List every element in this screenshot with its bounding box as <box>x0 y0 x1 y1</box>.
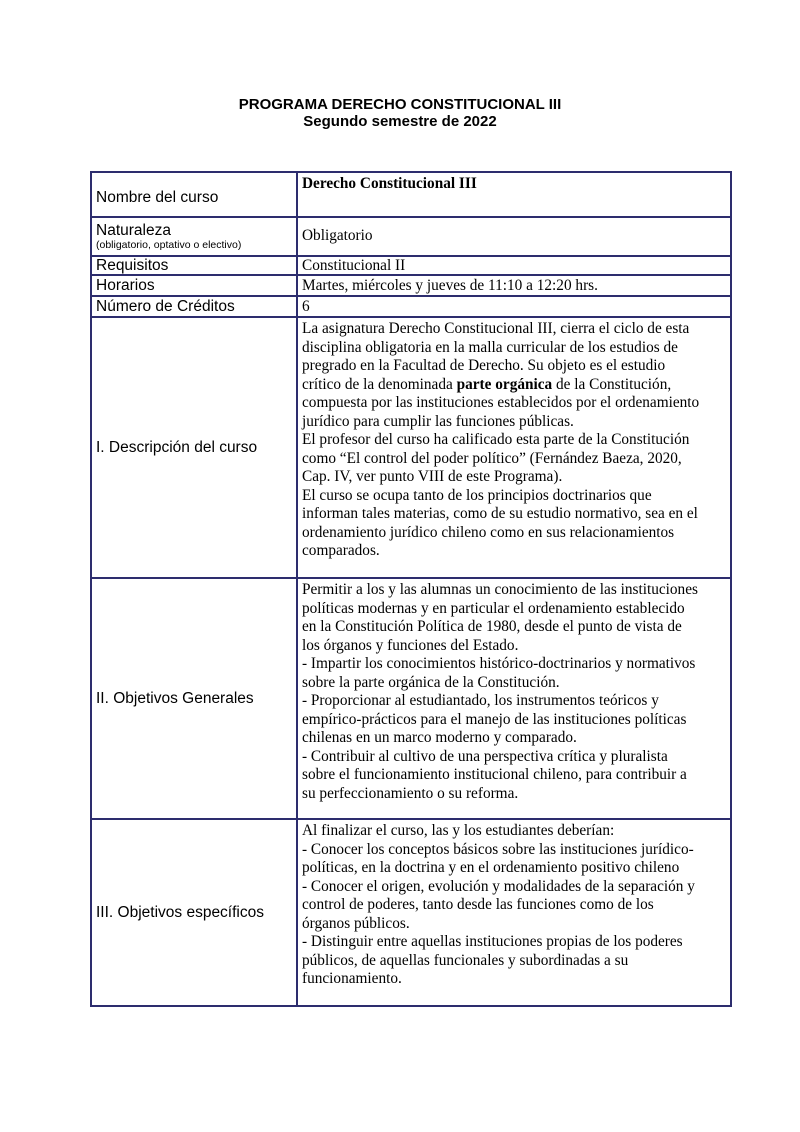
text-line: - Impartir los conocimientos histórico-doctrinarios y normativos <box>302 655 696 672</box>
text-line: como “El control del poder político” (Fernández Baeza, 2020, <box>302 449 682 467</box>
text-line: chilenas en un marco moderno y comparado. <box>302 729 577 746</box>
text-segment: de la Constitución, <box>552 375 672 393</box>
text-line: órganos públicos. <box>302 914 410 932</box>
text-line: - Conocer el origen, evolución y modalidades de la separación y <box>302 877 695 895</box>
text-line: ordenamiento jurídico chileno como en sus relacionamientos <box>302 523 675 541</box>
text-line: comparados. <box>302 542 380 559</box>
text-line: Permitir a los y las alumnas un conocimiento de las instituciones <box>302 581 698 598</box>
value-objetivos-especificos <box>297 819 731 1006</box>
text-line: pregrado en la Facultad de Derecho. Su objeto es el estudio <box>302 357 666 374</box>
text-line: funcionamiento. <box>302 970 402 987</box>
table-row-objetivos-generales <box>91 578 731 819</box>
text-line: en la Constitución Política de 1980, desde el punto de vista de <box>302 618 682 635</box>
text-line: - Contribuir al cultivo de una perspectiva crítica y pluralista <box>302 747 668 765</box>
text-line: políticas, en la doctrina y en el ordenamiento positivo chileno <box>302 859 680 876</box>
label-naturaleza-main: Naturaleza <box>96 222 171 239</box>
bold-phrase: parte orgánica <box>456 375 553 393</box>
text-line: públicos, de aquellas funcionales y subordinadas a su <box>302 951 629 969</box>
value-horarios: Martes, miércoles y jueves de 11:10 a 12:20 hrs. <box>297 275 731 296</box>
label-requisitos: Requisitos <box>91 256 297 275</box>
text-line-with-bold <box>302 376 726 395</box>
table-row-requisitos <box>91 256 731 275</box>
label-descripcion: I. Descripción del curso <box>91 317 297 578</box>
table-row-creditos <box>91 296 731 317</box>
label-naturaleza <box>91 217 297 256</box>
text-line: los órganos y funciones del Estado. <box>302 636 519 654</box>
document-title: PROGRAMA DERECHO CONSTITUCIONAL III <box>238 96 562 113</box>
text-line: La asignatura Derecho Constitucional III, cierra el ciclo de esta <box>302 320 690 337</box>
table-row-horarios <box>91 275 731 296</box>
text-line: Al finalizar el curso, las y los estudiantes deberían: <box>302 822 615 839</box>
label-naturaleza-sub: (obligatorio, optativo o electivo) <box>96 239 242 251</box>
text-line: El curso se ocupa tanto de los principios doctrinarios que <box>302 486 652 504</box>
label-objetivos-especificos: III. Objetivos específicos <box>91 819 297 1006</box>
table-row-objetivos-especificos <box>91 819 731 1006</box>
document-subtitle: Segundo semestre de 2022 <box>303 113 497 130</box>
table-row-nombre <box>91 172 731 217</box>
text-line: políticas modernas y en particular el ordenamiento establecido <box>302 599 685 617</box>
text-line: jurídico para cumplir las funciones públicas. <box>302 412 574 430</box>
text-line: empírico-prácticos para el manejo de las instituciones políticas <box>302 710 687 728</box>
text-line: disciplina obligatoria en la malla curricular de los estudios de <box>302 338 678 356</box>
text-segment: crítico de la denominada <box>302 375 457 393</box>
text-line: sobre el funcionamiento institucional chileno, para contribuir a <box>302 766 687 783</box>
text-line: informan tales materias, como de su estudio normativo, sea en el <box>302 505 698 522</box>
value-nombre: Derecho Constitucional III <box>297 172 731 217</box>
label-horarios: Horarios <box>91 275 297 296</box>
text-line: compuesta por las instituciones establecidos por el ordenamiento <box>302 394 700 411</box>
text-line: - Distinguir entre aquellas instituciones propias de los poderes <box>302 933 683 950</box>
value-creditos: 6 <box>297 296 731 317</box>
label-nombre: Nombre del curso <box>91 172 297 217</box>
text-line: El profesor del curso ha calificado esta parte de la Constitución <box>302 431 690 448</box>
value-descripcion <box>297 317 731 578</box>
text-line: sobre la parte orgánica de la Constitución. <box>302 673 560 691</box>
text-line: Cap. IV, ver punto VIII de este Programa). <box>302 468 563 485</box>
value-objetivos-generales <box>297 578 731 819</box>
text-line: - Proporcionar al estudiantado, los instrumentos teóricos y <box>302 692 659 709</box>
label-creditos: Número de Créditos <box>91 296 297 317</box>
value-requisitos: Constitucional II <box>297 256 731 275</box>
table-row-descripcion <box>91 317 731 578</box>
course-info-table <box>90 171 732 1007</box>
text-line: su perfeccionamiento o su reforma. <box>302 784 519 802</box>
text-line: - Conocer los conceptos básicos sobre las instituciones jurídico- <box>302 840 694 858</box>
value-naturaleza: Obligatorio <box>297 217 731 256</box>
table-row-naturaleza <box>91 217 731 256</box>
text-line: control de poderes, tanto desde las funciones como de los <box>302 896 654 913</box>
label-objetivos-generales: II. Objetivos Generales <box>91 578 297 819</box>
